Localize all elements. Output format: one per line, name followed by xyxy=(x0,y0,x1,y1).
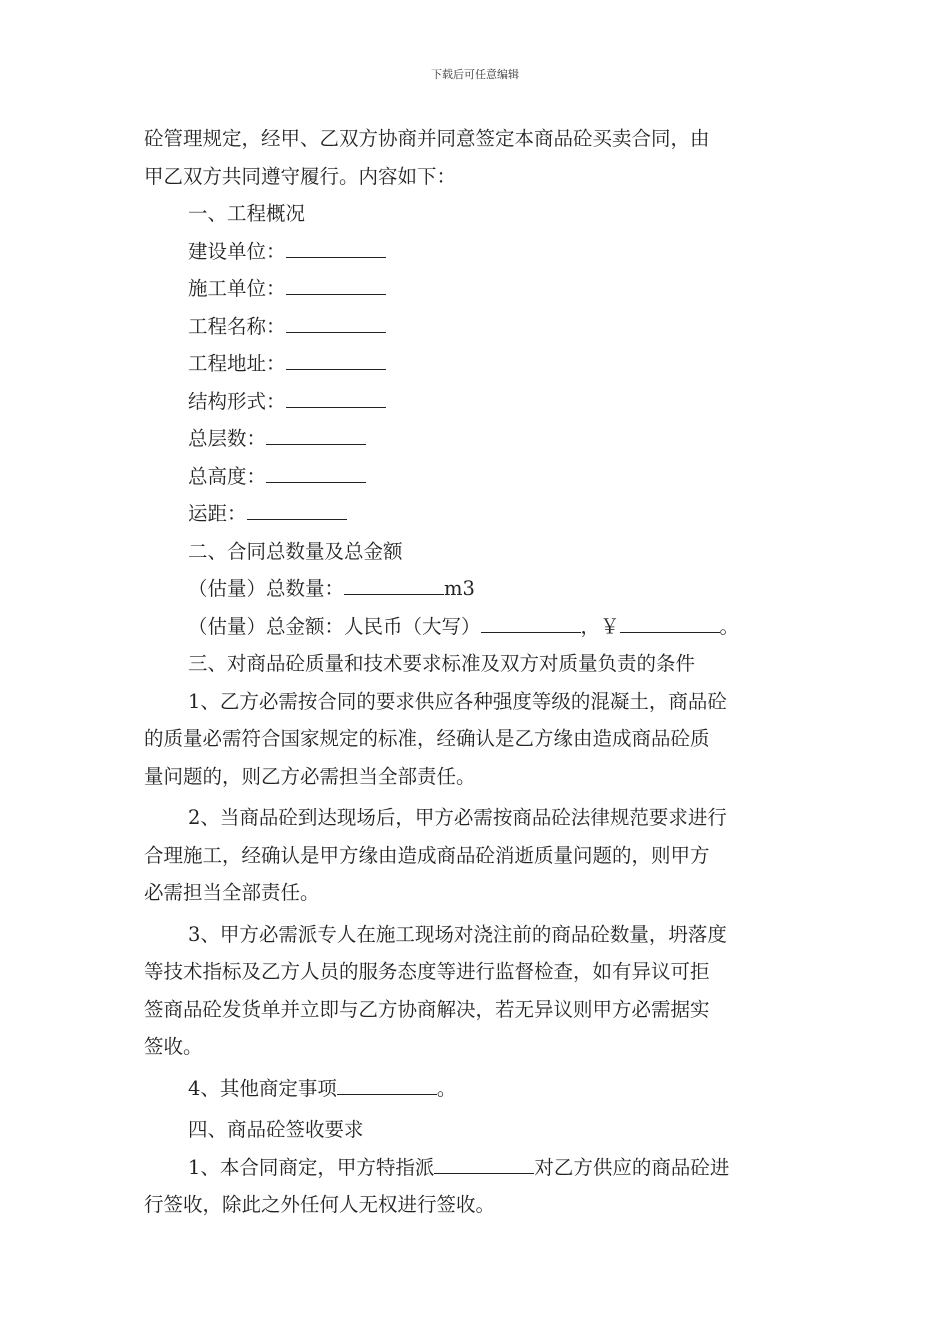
blank-line xyxy=(266,481,366,483)
s3-p1-line-2: 的质量必需符合国家规定的标准，经确认是乙方缘由造成商品砼质 xyxy=(144,727,710,750)
blank-line xyxy=(286,331,386,333)
p4-end: 。 xyxy=(436,1076,457,1100)
blank-line xyxy=(481,631,581,633)
s3-p2-line-3: 必需担当全部责任。 xyxy=(144,881,320,904)
field-label: 总高度： xyxy=(188,464,267,488)
s3-p3-line-1: 3、甲方必需派专人在施工现场对浇注前的商品砼数量，坍落度 xyxy=(188,922,727,946)
s3-p3-line-4: 签收。 xyxy=(144,1035,203,1058)
amount-separator: ，￥ xyxy=(580,614,620,638)
field-label: 总层数： xyxy=(188,427,267,450)
p4-label: 4、其他商定事项 xyxy=(188,1076,337,1100)
s3-p2-line-2: 合理施工，经确认是甲方缘由造成商品砼消逝质量问题的，则甲方 xyxy=(144,843,710,867)
intro-line-2: 甲乙双方共同遵守履行。内容如下： xyxy=(144,164,457,188)
blank-line xyxy=(286,368,386,370)
s4-p1-line-2: 行签收，除此之外任何人无权进行签收。 xyxy=(144,1193,496,1216)
field-label: 结构形式： xyxy=(188,389,286,413)
s3-p3-line-3: 签商品砼发货单并立即与乙方协商解决，若无异议则甲方必需据实 xyxy=(144,997,710,1021)
field-project-name xyxy=(144,308,808,346)
field-total-height xyxy=(144,458,808,496)
field-label: 工程名称： xyxy=(188,314,286,338)
quantity-label: （估量）总数量： xyxy=(188,577,345,600)
field-distance xyxy=(144,495,808,533)
s4-p1-line-1 xyxy=(144,1149,808,1187)
blank-line xyxy=(286,406,386,408)
blank-line xyxy=(286,256,386,258)
s4-p1-start: 1、本合同商定，甲方特指派 xyxy=(188,1155,435,1179)
s3-p2-line-1: 2、当商品砼到达现场后，甲方必需按商品砼法律规范要求进行 xyxy=(188,806,727,829)
field-total-floors xyxy=(144,420,808,458)
blank-line xyxy=(286,293,386,295)
blank-line xyxy=(434,1172,534,1174)
s3-p1-line-3: 量问题的，则乙方必需担当全部责任。 xyxy=(144,764,476,788)
field-construction-unit xyxy=(144,233,808,271)
field-label: 运距： xyxy=(188,502,247,525)
s3-p4-line xyxy=(144,1070,808,1108)
field-label: 施工单位： xyxy=(188,277,286,300)
contract-body xyxy=(144,120,808,1224)
intro-line-1: 砼管理规定，经甲、乙双方协商并同意签定本商品砼买卖合同，由 xyxy=(144,127,710,150)
page-header: 下载后可任意编辑 xyxy=(431,68,519,81)
field-project-address xyxy=(144,345,808,383)
total-amount-line xyxy=(144,608,808,646)
section-1-title: 一、工程概况 xyxy=(188,202,306,225)
section-2-title: 二、合同总数量及总金额 xyxy=(188,539,403,563)
section-3-title: 三、对商品砼质量和技术要求标准及双方对质量负责的条件 xyxy=(188,652,696,675)
field-builder-unit xyxy=(144,270,808,308)
amount-end: 。 xyxy=(719,614,740,638)
blank-line xyxy=(247,518,347,520)
quantity-unit: m3 xyxy=(444,577,475,600)
blank-line xyxy=(266,443,366,445)
field-label: 建设单位： xyxy=(188,239,286,263)
field-label: 工程地址： xyxy=(188,352,286,375)
s3-p1-line-1: 1、乙方必需按合同的要求供应各种强度等级的混凝土，商品砼 xyxy=(188,689,727,713)
s4-p1-end: 对乙方供应的商品砼进 xyxy=(534,1155,730,1179)
section-4-title: 四、商品砼签收要求 xyxy=(188,1118,364,1141)
field-structure-type xyxy=(144,383,808,421)
blank-line xyxy=(620,631,720,633)
blank-line xyxy=(337,1093,437,1095)
s3-p3-line-2: 等技术指标及乙方人员的服务态度等进行监督检查，如有异议可拒 xyxy=(144,960,710,983)
amount-label: （估量）总金额：人民币（大写） xyxy=(188,614,481,638)
blank-line xyxy=(344,593,444,595)
total-quantity-line xyxy=(144,570,808,608)
